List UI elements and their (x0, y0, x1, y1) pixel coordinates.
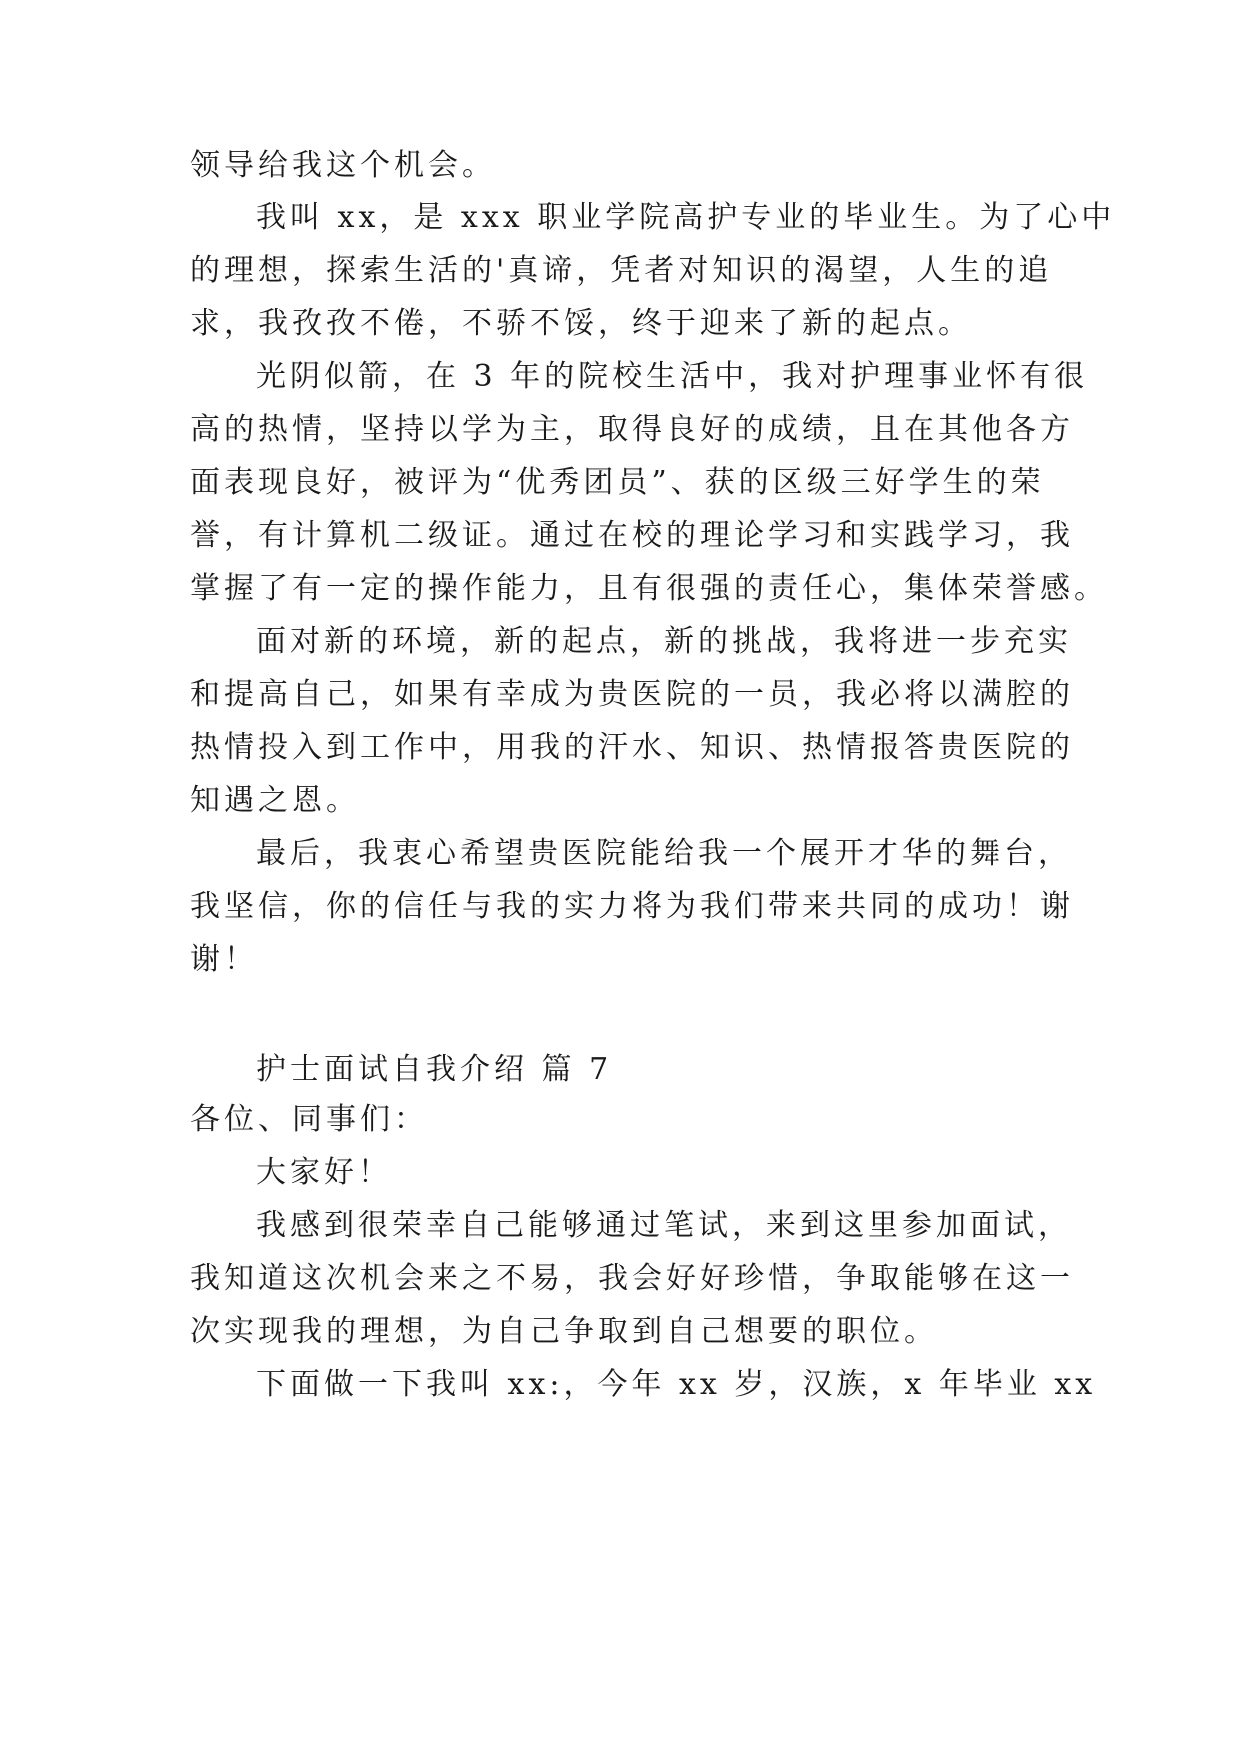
paragraph-line: 面对新的环境，新的起点，新的挑战，我将进一步充实 (256, 624, 1072, 659)
section-heading: 护士面试自我介绍 篇 7 (256, 1052, 613, 1087)
salutation: 各位、同事们： (190, 1102, 428, 1137)
paragraph-line: 光阴似箭，在 3 年的院校生活中，我对护理事业怀有很 (256, 359, 1089, 394)
paragraph-line: 掌握了有一定的操作能力，且有很强的责任心，集体荣誉感。 (190, 571, 1108, 606)
paragraph-line: 高的热情，坚持以学为主，取得良好的成绩，且在其他各方 (190, 412, 1074, 447)
paragraph-line: 面表现良好，被评为“优秀团员”、获的区级三好学生的荣 (190, 465, 1045, 500)
paragraph-line: 我知道这次机会来之不易，我会好好珍惜，争取能够在这一 (190, 1261, 1074, 1296)
paragraph-line: 的理想，探索生活的'真谛，凭者对知识的渴望，人生的追 (190, 253, 1053, 288)
paragraph-line: 誉，有计算机二级证。通过在校的理论学习和实践学习，我 (190, 518, 1074, 553)
paragraph-line: 我叫 xx，是 xxx 职业学院高护专业的毕业生。为了心中 (256, 200, 1116, 235)
paragraph-line: 领导给我这个机会。 (190, 148, 496, 183)
greeting: 大家好！ (256, 1155, 392, 1190)
paragraph-line: 最后，我衷心希望贵医院能给我一个展开才华的舞台， (256, 836, 1072, 871)
paragraph-line: 求，我孜孜不倦，不骄不馁，终于迎来了新的起点。 (190, 306, 972, 341)
paragraph-line: 谢！ (190, 942, 258, 977)
paragraph-line: 和提高自己，如果有幸成为贵医院的一员，我必将以满腔的 (190, 677, 1074, 712)
paragraph-line: 热情投入到工作中，用我的汗水、知识、热情报答贵医院的 (190, 730, 1074, 765)
paragraph-line: 次实现我的理想，为自己争取到自己想要的职位。 (190, 1314, 938, 1349)
paragraph-line: 知遇之恩。 (190, 783, 360, 818)
paragraph-line: 下面做一下我叫 xx:，今年 xx 岁，汉族，x 年毕业 xx (256, 1367, 1097, 1402)
paragraph-line: 我感到很荣幸自己能够通过笔试，来到这里参加面试， (256, 1208, 1072, 1243)
paragraph-line: 我坚信，你的信任与我的实力将为我们带来共同的成功！谢 (190, 889, 1074, 924)
